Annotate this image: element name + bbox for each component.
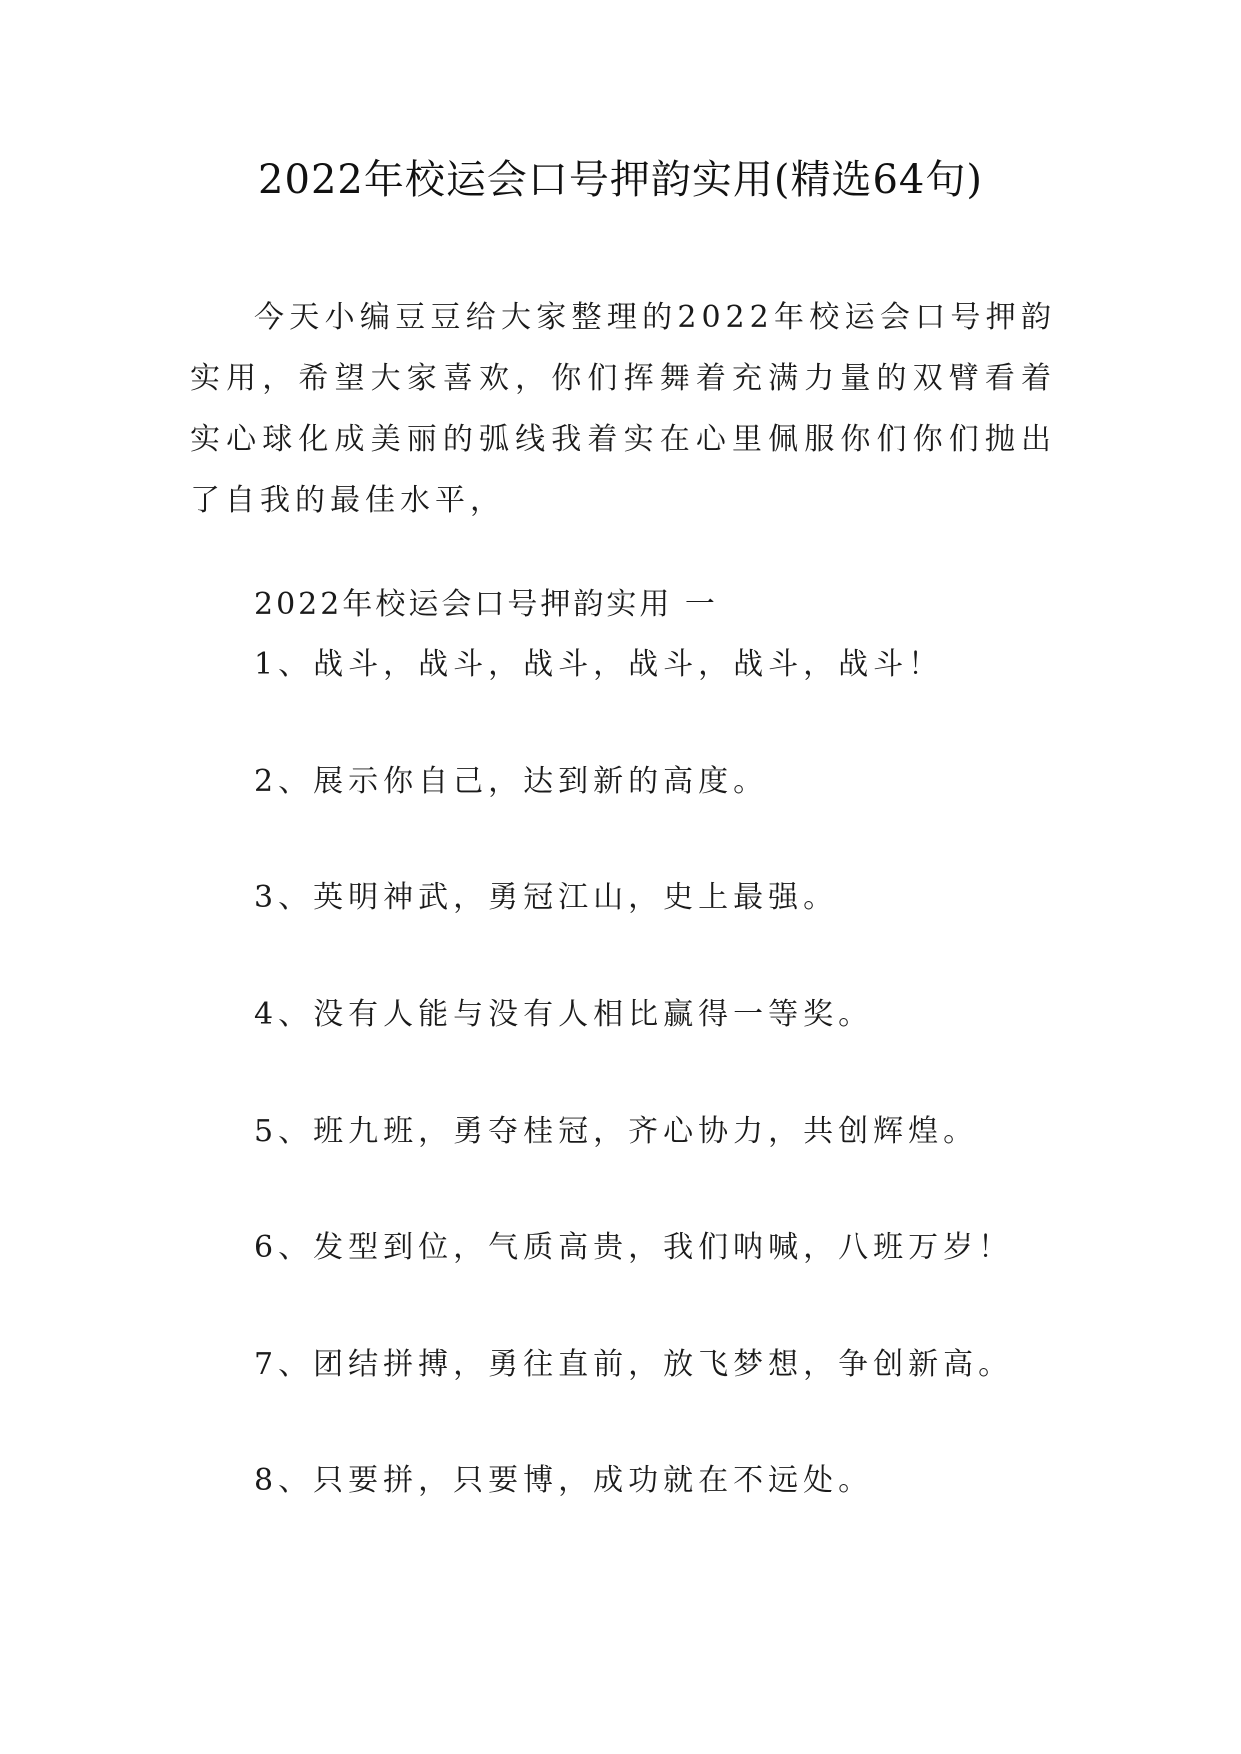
section-heading: 2022年校运会口号押韵实用 一 [254, 587, 718, 622]
document-title: 2022年校运会口号押韵实用(精选64句) [258, 157, 983, 203]
slogan-item: 3、英明神武，勇冠江山，史上最强。 [254, 880, 839, 915]
slogan-item: 4、没有人能与没有人相比赢得一等奖。 [254, 997, 874, 1032]
intro-paragraph: 今天小编豆豆给大家整理的2022年校运会口号押韵实用，希望大家喜欢，你们挥舞着充满力量的双臂看着实心球化成美丽的弧线我着实在心里佩服你们你们抛出了自我的最佳水平， [190, 300, 1056, 518]
slogan-item: 5、班九班，勇夺桂冠，齐心协力，共创辉煌。 [254, 1114, 979, 1149]
slogan-item: 7、团结拼搏，勇往直前，放飞梦想，争创新高。 [254, 1347, 1014, 1382]
slogan-item: 8、只要拼，只要博，成功就在不远处。 [254, 1463, 874, 1498]
slogan-item: 2、展示你自己，达到新的高度。 [254, 764, 769, 799]
slogan-item: 6、发型到位，气质高贵，我们呐喊，八班万岁！ [254, 1230, 1014, 1265]
slogan-item: 1、战斗，战斗，战斗，战斗，战斗，战斗！ [254, 647, 944, 682]
